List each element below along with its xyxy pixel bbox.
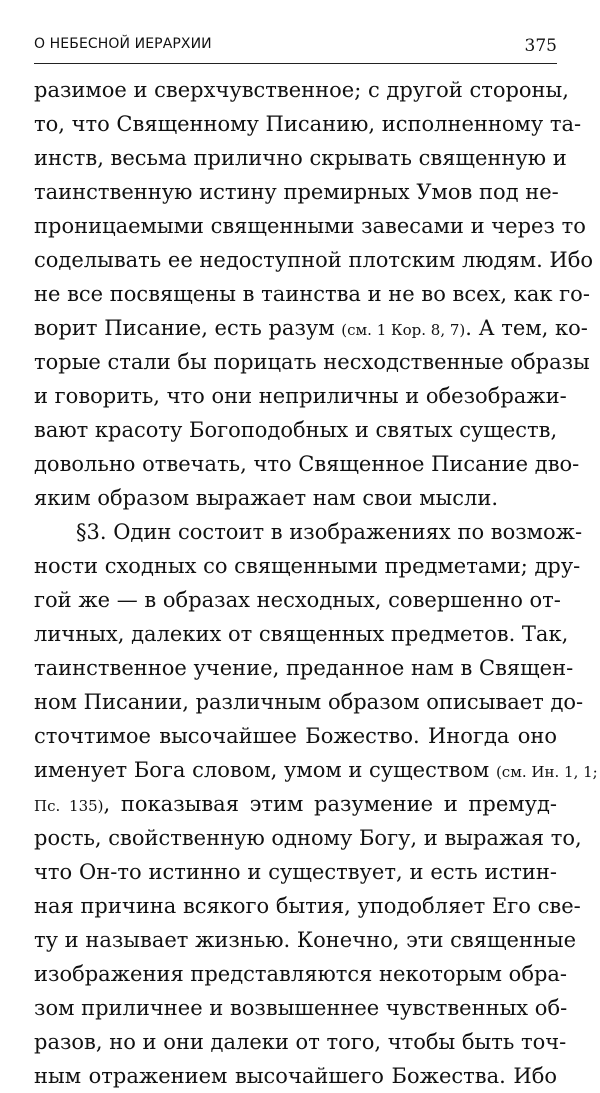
line-text: именует Бога словом, умом и существом bbox=[34, 758, 496, 782]
text-line: яким образом выражает нам свои мысли. bbox=[34, 486, 499, 510]
text-line: ту и называет жизнью. Конечно, эти священные bbox=[34, 928, 577, 952]
text-line: торые стали бы порицать несходственные образы bbox=[34, 350, 590, 374]
text-line: соделывать ее недоступной плотским людям. Ибо bbox=[34, 248, 594, 272]
text-line: проницаемыми священными завесами и через то bbox=[34, 214, 586, 238]
text-line-with-reference bbox=[34, 311, 588, 345]
text-line: инств, весьма прилично скрывать священную и bbox=[34, 146, 567, 170]
line-text: , показывая этим разумение и премуд- bbox=[103, 792, 557, 816]
text-line: ным отражением высочайшего Божества. Ибо bbox=[34, 1064, 557, 1088]
text-line: сточтимое высочайшее Божество. Иногда оно bbox=[34, 724, 557, 748]
page-number: 375 bbox=[524, 36, 557, 56]
scripture-reference: (см. 1 Кор. 8, 7) bbox=[341, 321, 466, 339]
text-line: таинственное учение, преданное нам в Священ- bbox=[34, 656, 574, 680]
text-line: ности сходных со священными предметами; дру- bbox=[34, 554, 581, 578]
header-rule bbox=[34, 63, 557, 64]
text-line: зом приличнее и возвышеннее чувственных об- bbox=[34, 996, 568, 1020]
text-line: изображения представляются некоторым обра- bbox=[34, 962, 568, 986]
text-line: ная причина всякого бытия, уподобляет Его све- bbox=[34, 894, 581, 918]
text-line: не все посвящены в таинства и не во всех, как го- bbox=[34, 282, 590, 306]
text-line: разов, но и они далеки от того, чтобы быть точ- bbox=[34, 1030, 567, 1054]
line-text: ворит Писание, есть разум bbox=[34, 316, 342, 340]
text-line: рость, свойственную одному Богу, и выражая то, bbox=[34, 826, 582, 850]
text-line-with-reference bbox=[34, 753, 598, 787]
text-line: то, что Священному Писанию, исполненному та- bbox=[34, 112, 582, 136]
paragraph-first-line: §3. Один состоит в изображениях по возмож- bbox=[76, 520, 583, 544]
text-line: гой же — в образах несходных, совершенно от- bbox=[34, 588, 561, 612]
text-line-with-reference bbox=[34, 787, 557, 821]
scripture-reference: (см. Ин. 1, 1; bbox=[495, 763, 598, 781]
text-line: таинственную истину премирных Умов под не- bbox=[34, 180, 559, 204]
scripture-reference: Пс. 135) bbox=[34, 797, 104, 815]
text-line: личных, далеких от священных предметов. Так, bbox=[34, 622, 569, 646]
text-line: ном Писании, различным образом описывает до- bbox=[34, 690, 584, 714]
running-title: О НЕБЕСНОЙ ИЕРАРХИИ bbox=[34, 36, 212, 52]
text-line: довольно отвечать, что Священное Писание дво- bbox=[34, 452, 580, 476]
body-text bbox=[34, 73, 598, 1088]
text-line: вают красоту Богоподобных и святых существ, bbox=[34, 418, 558, 442]
text-line: что Он-то истинно и существует, и есть истин- bbox=[34, 860, 557, 884]
line-text: . А тем, ко- bbox=[465, 316, 588, 340]
text-line: разимое и сверхчувственное; с другой стороны, bbox=[34, 78, 569, 102]
text-line: и говорить, что они неприличны и обезображи- bbox=[34, 384, 567, 408]
running-header bbox=[34, 36, 557, 56]
